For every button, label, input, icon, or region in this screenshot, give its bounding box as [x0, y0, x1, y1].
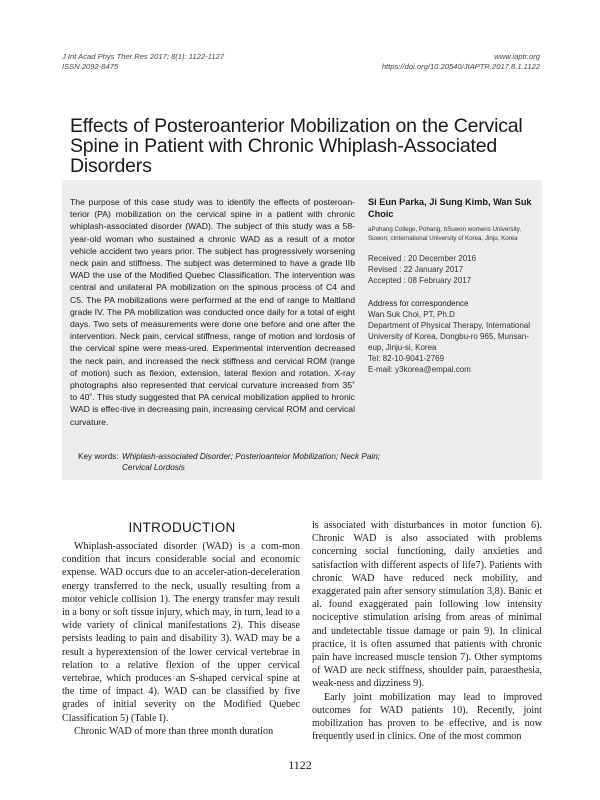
correspondence-address: Department of Physical Therapy, International University of Korea, Dongbu-ro 965, Munsan-eup, Jinju-si, Korea	[368, 321, 531, 352]
keywords-label: Key words:	[78, 452, 119, 461]
accepted-date: Accepted : 08 February 2017	[368, 276, 472, 285]
body-column-right	[312, 519, 542, 743]
section-heading-introduction: INTRODUCTION	[128, 520, 236, 535]
journal-citation: J Int Acad Phys Ther Res 2017; 8(1): 1122-1127	[62, 52, 224, 61]
revised-date: Revised : 22 January 2017	[368, 265, 464, 274]
body-column-left	[62, 540, 300, 738]
paragraph: Chronic WAD of more than three month duration	[74, 725, 274, 737]
correspondence-name: Wan Suk Choi, PT, Ph.D	[368, 310, 455, 319]
keywords-text: Whiplash-associated Disorder; Posterioanteior Mobilization; Neck Pain; Cervical Lordosis	[122, 452, 381, 472]
abstract-text: The purpose of this case study was to identify the effects of posteroan-terior (PA) mobilization on the cervical spine in a patient with chronic whiplash-associated disorder (WAD). The subject of this study was a 58-year-old woman who sustained a chronic WAD as a result of a motor vehicle accident two years prior. The subject has progressively worsening neck pain and stiffness. The subject was determined to have a grade IIb WAD the use of the Modified Quebec Classification. The intervention was central and unilateral PA mobilization on the spinous process of C4 and C5. The PA mobilizations were performed at the end of range to Maitland grade IV. The PA mobilization was conducted once daily for a total of eight days. Two sets of measurements were done one before and one after the intervention. Neck pain, cervical stiffness, range of motion and lordosis of the cervical spine were meas-ured. Experimental intervention decreased the neck pain, and increased the neck stiffness and cervical ROM (range of motion) such as flexion, extension, lateral flexion and rotation. X-ray photographs also represented that cervical curvature increased from 35˚ to 40˚. This study suggested that PA cervical mobilization applied to hronic WAD is effec-tive in decreasing pain, increasing cervical ROM and cervical curvature.	[70, 197, 355, 427]
journal-url[interactable]: www.iaptr.org	[494, 52, 540, 61]
running-header-left	[62, 52, 224, 72]
paragraph: is associated with disturbances in motor function 6). Chronic WAD is also associated with problems concerning social functioning, daily anxieties and satisfaction with different aspects of life7). Patients with chronic WAD have reduced neck mobility, and exaggerated pain after sensory stimulation 3,8). Banic et al. found exaggerated pain following low intensity nociceptive stimulation arising from areas of minimal and undetectable tissue damage or pain 9). In clinical practice, it is often assumed that patients with chronic pain have increased muscle tension 7). Other symptoms of WAD are neck stiffness, shoulder pain, paraesthesia, weak-ness and dizziness 9).	[312, 520, 542, 690]
doi-link[interactable]: https://doi.org/10.20540/JIAPTR.2017.8.1.1122	[381, 62, 540, 71]
page-number: 1122	[288, 758, 312, 772]
affiliations: aPohang College, Pohang; bSuwon womens University, Suwon; cInternational University of Korea, Jinju, Korea	[368, 226, 521, 242]
paragraph: Whiplash-associated disorder (WAD) is a com-mon condition that incurs considerable social and economic expense. WAD occurs due to an acceler-ation-deceleration energy transferred to the neck, usually resulting from a motor vehicle collision 1). The energy transfer may result in a bony or soft tissue injury, which may, in turn, lead to a wide variety of clinical manifestations 2). This disease persists leading to pain and disability 3). WAD may be a result a hyperextension of the lower cervical vertebrae in relation to a relative flexion of the upper cervical vertebrae, which produces an S-shaped cervical spine at the time of impact 4). WAD can be classified by five grades of initial severity on the Modified Quebec Classification 5) (Table I).	[62, 541, 300, 724]
issn: ISSN 2092-8475	[62, 62, 119, 71]
article-info-sidebar	[368, 196, 540, 375]
running-header-right	[382, 52, 540, 72]
correspondence-email[interactable]: E-mail: y3korea@empal.com	[368, 365, 471, 374]
correspondence-block	[368, 298, 540, 375]
article-title: Effects of Posteroanterior Mobilization on the Cervical Spine in Patient with Chronic Whiplash-Associated Disorders	[70, 115, 523, 177]
correspondence-phone: Tel: 82-10-9041-2769	[368, 354, 445, 363]
paragraph: Early joint mobilization may lead to improved outcomes for WAD patients 10). Recently, joint mobilization has proven to be effective, and is now frequently used in clinics. One of the most common	[312, 691, 542, 743]
received-date: Received : 20 December 2016	[368, 254, 477, 263]
correspondence-label: Address for correspondence	[368, 299, 469, 308]
author-list: Si Eun Parka, Ji Sung Kimb, Wan Suk Choic	[368, 197, 532, 219]
article-dates	[368, 253, 540, 286]
